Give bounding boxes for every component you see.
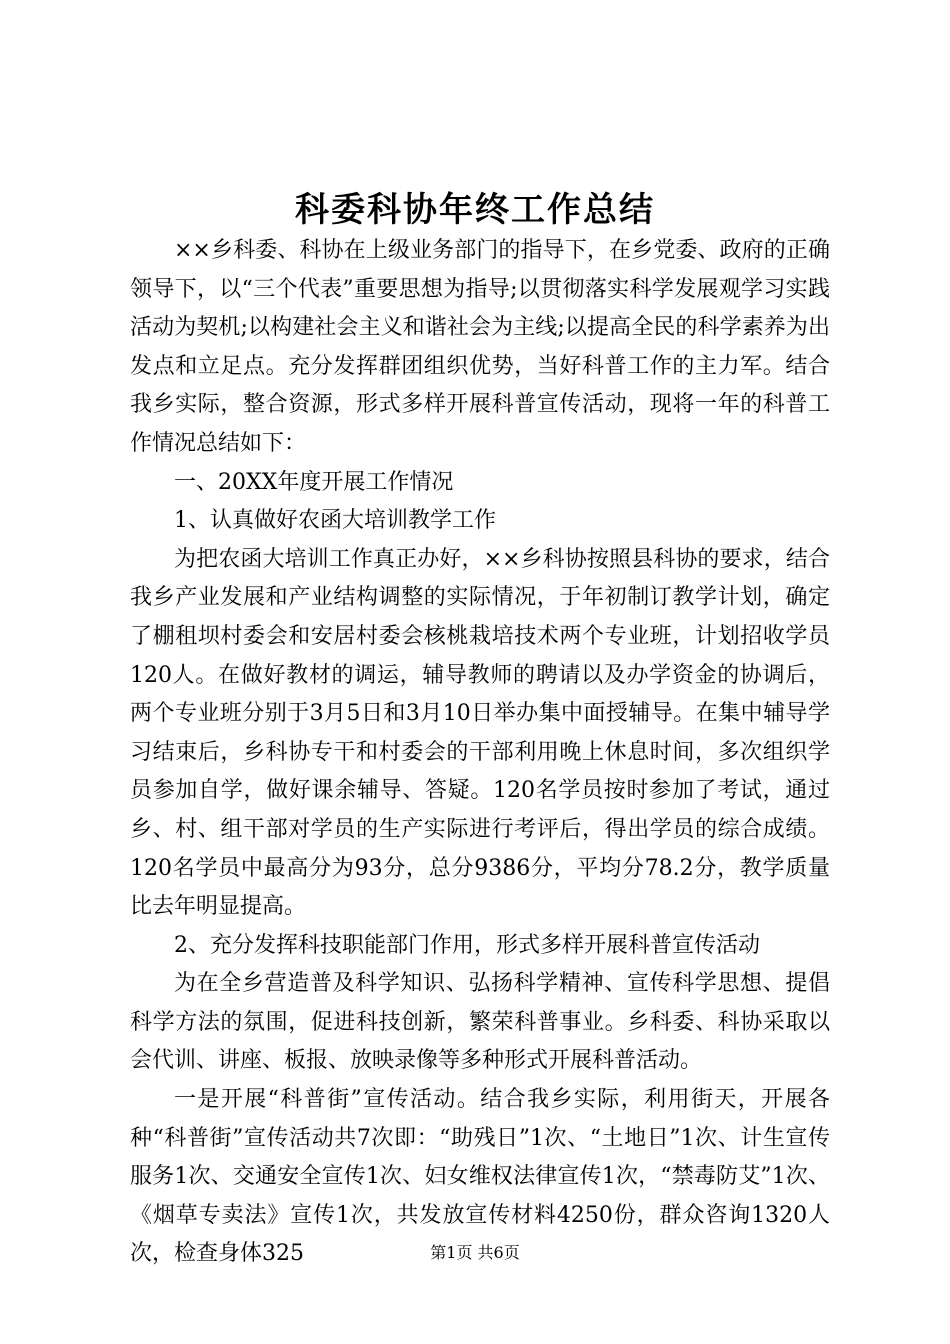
subsection-heading-2: 2、充分发挥科技职能部门作用，形式多样开展科普宣传活动 bbox=[174, 932, 760, 958]
paragraph-science-street: 一是开展“科普街”宣传活动。结合我乡实际，利用街天，开展各种“科普街”宣传活动共7次即：“助残日”1次、“土地日”1次、计生宣传服务1次、交通安全宣传1次、妇女维权法律宣传1次，“禁毒防艾”1次、《烟草专卖法》宣传1次，共发放宣传材料4250份，群众咨询1320人次，检查身体325 bbox=[130, 1087, 830, 1267]
page-footer: 第1页 共6页 bbox=[430, 1243, 520, 1262]
paragraph-promotion: 为在全乡营造普及科学知识、弘扬科学精神、宣传科学思想、提倡科学方法的氛围，促进科技创新，繁荣科普事业。乡科委、科协采取以会代训、讲座、板报、放映录像等多种形式开展科普活动。 bbox=[130, 971, 830, 1074]
section-heading-1: 一、20XX年度开展工作情况 bbox=[174, 469, 454, 495]
paragraph-intro: ××乡科委、科协在上级业务部门的指导下，在乡党委、政府的正确领导下，以“三个代表”重要思想为指导;以贯彻落实科学发展观学习实践活动为契机;以构建社会主义和谐社会为主线;以提高全民的科学素养为出发点和立足点。充分发挥群团组织优势，当好科普工作的主力军。结合我乡实际，整合资源，形式多样开展科普宣传活动，现将一年的科普工作情况总结如下： bbox=[130, 238, 830, 456]
subsection-heading-1: 1、认真做好农函大培训教学工作 bbox=[174, 508, 496, 534]
document-title: 科委科协年终工作总结 bbox=[295, 190, 655, 230]
paragraph-training: 为把农函大培训工作真正办好，××乡科协按照县科协的要求，结合我乡产业发展和产业结构调整的实际情况，于年初制订教学计划，确定了棚租坝村委会和安居村委会核桃栽培技术两个专业班，计划招收学员120人。在做好教材的调运，辅导教师的聘请以及办学资金的协调后，两个专业班分别于3月5日和3月10日举办集中面授辅导。在集中辅导学习结束后，乡科协专干和村委会的干部利用晚上休息时间，多次组织学员参加自学，做好课余辅导、答疑。120名学员按时参加了考试，通过乡、村、组干部对学员的生产实际进行考评后，得出学员的综合成绩。120名学员中最高分为93分，总分9386分，平均分78.2分，教学质量比去年明显提高。 bbox=[130, 546, 830, 920]
document-body bbox=[130, 232, 830, 1274]
